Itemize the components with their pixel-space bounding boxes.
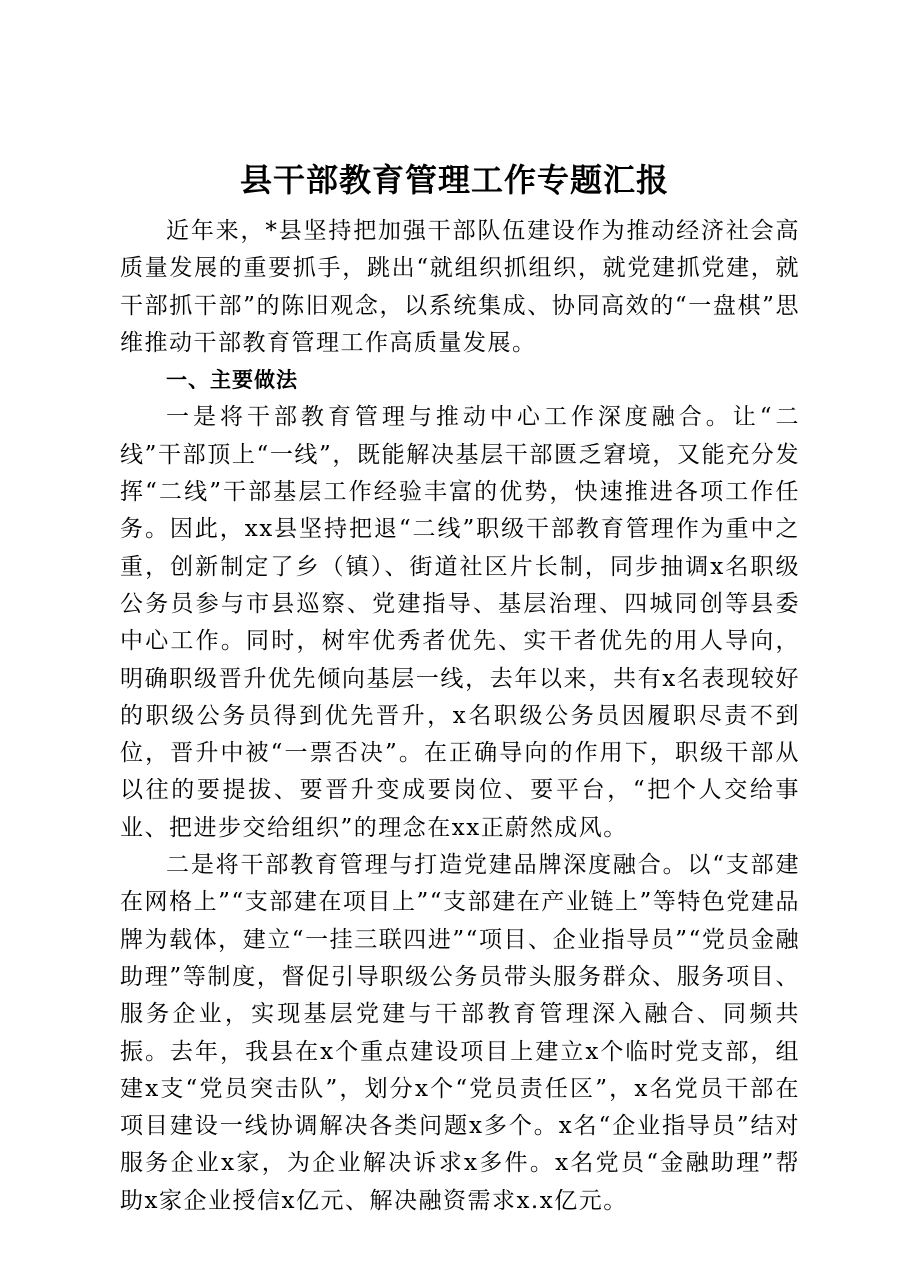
body-paragraph-2: 二是将干部教育管理与打造党建品牌深度融合。以“支部建在网格上”“支部建在项目上”“支部建在产业链上”等特色党建品牌为载体，建立“一挂三联四进”“项目、企业指导员”“党员金融助理”等制度，督促引导职级公务员带头服务群众、服务项目、服务企业，实现基层党建与干部教育管理深入融合、同频共振。去年，我县在x个重点建设项目上建立x个临时党支部，组建x支“党员突击队”，划分x个“党员责任区”，x名党员干部在项目建设一线协调解决各类问题x多个。x名“企业指导员”结对服务企业x家，为企业解决诉求x多件。x名党员“金融助理”帮助x家企业授信x亿元、解决融资需求x.x亿元。 xyxy=(120,852,800,1214)
body-paragraph-1: 一是将干部教育管理与推动中心工作深度融合。让“二线”干部顶上“一线”，既能解决基层干部匮乏窘境，又能充分发挥“二线”干部基层工作经验丰富的优势，快速推进各项工作任务。因此，xx县坚持把退“二线”职级干部教育管理作为重中之重，创新制定了乡（镇）、街道社区片长制，同步抽调x名职级公务员参与市县巡察、党建指导、基层治理、四城同创等县委中心工作。同时，树牢优秀者优先、实干者优先的用人导向，明确职级晋升优先倾向基层一线，去年以来，共有x名表现较好的职级公务员得到优先晋升，x名职级公务员因履职尽责不到位，晋升中被“一票否决”。在正确导向的作用下，职级干部从以往的要提拔、要晋升变成要岗位、要平台，“把个人交给事业、把进步交给组织”的理念在xx正蔚然成风。 xyxy=(120,404,800,841)
document-body xyxy=(120,213,800,1220)
section-heading: 一、主要做法 xyxy=(166,368,298,393)
document-title: 县干部教育管理工作专题汇报 xyxy=(239,161,669,199)
intro-paragraph: 近年来，*县坚持把加强干部队伍建设作为推动经济社会高质量发展的重要抓手，跳出“就组织抓组织，就党建抓党建，就干部抓干部”的陈旧观念，以系统集成、协同高效的“一盘棋”思维推动干部教育管理工作高质量发展。 xyxy=(120,218,800,356)
